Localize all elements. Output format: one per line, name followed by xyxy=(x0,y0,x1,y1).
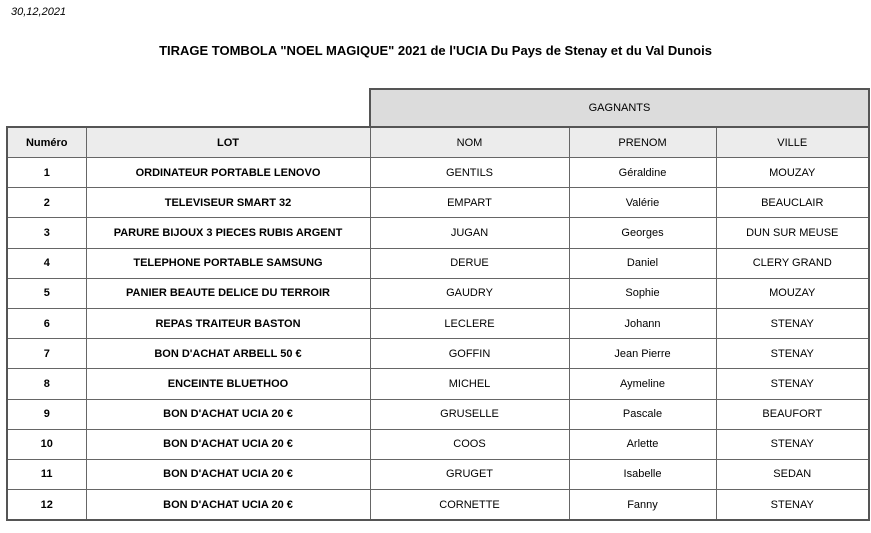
cell-numero: 12 xyxy=(7,490,86,521)
cell-nom: GRUGET xyxy=(370,459,569,489)
cell-ville: MOUZAY xyxy=(716,158,869,188)
cell-ville: STENAY xyxy=(716,369,869,399)
cell-ville: STENAY xyxy=(716,490,869,521)
cell-prenom: Jean Pierre xyxy=(569,339,716,369)
column-header-prenom: PRENOM xyxy=(569,127,716,158)
cell-numero: 2 xyxy=(7,188,86,218)
cell-ville: BEAUFORT xyxy=(716,399,869,429)
cell-prenom: Fanny xyxy=(569,490,716,521)
group-header-row xyxy=(7,89,869,127)
cell-numero: 9 xyxy=(7,399,86,429)
cell-lot: ORDINATEUR PORTABLE LENOVO xyxy=(86,158,370,188)
cell-nom: COOS xyxy=(370,429,569,459)
cell-lot: BON D'ACHAT ARBELL 50 € xyxy=(86,339,370,369)
cell-ville: SEDAN xyxy=(716,459,869,489)
column-header-ville: VILLE xyxy=(716,127,869,158)
cell-lot: BON D'ACHAT UCIA 20 € xyxy=(86,429,370,459)
cell-ville: STENAY xyxy=(716,308,869,338)
cell-numero: 8 xyxy=(7,369,86,399)
cell-numero: 7 xyxy=(7,339,86,369)
cell-prenom: Sophie xyxy=(569,278,716,308)
cell-lot: TELEPHONE PORTABLE SAMSUNG xyxy=(86,248,370,278)
page-title: TIRAGE TOMBOLA "NOEL MAGIQUE" 2021 de l'UCIA Du Pays de Stenay et du Val Dunois xyxy=(159,43,712,58)
cell-lot: TELEVISEUR SMART 32 xyxy=(86,188,370,218)
cell-numero: 4 xyxy=(7,248,86,278)
cell-numero: 11 xyxy=(7,459,86,489)
cell-prenom: Johann xyxy=(569,308,716,338)
cell-nom: GRUSELLE xyxy=(370,399,569,429)
cell-nom: CORNETTE xyxy=(370,490,569,521)
cell-prenom: Géraldine xyxy=(569,158,716,188)
cell-numero: 5 xyxy=(7,278,86,308)
cell-lot: ENCEINTE BLUETHOO xyxy=(86,369,370,399)
document-date: 30,12,2021 xyxy=(11,6,67,18)
column-header-numero: Numéro xyxy=(7,127,86,158)
cell-lot: PARURE BIJOUX 3 PIECES RUBIS ARGENT xyxy=(86,218,370,248)
cell-prenom: Pascale xyxy=(569,399,716,429)
table-row xyxy=(7,369,869,399)
cell-nom: GENTILS xyxy=(370,158,569,188)
cell-nom: GOFFIN xyxy=(370,339,569,369)
cell-numero: 10 xyxy=(7,429,86,459)
cell-lot: PANIER BEAUTE DELICE DU TERROIR xyxy=(86,278,370,308)
cell-nom: JUGAN xyxy=(370,218,569,248)
table-row xyxy=(7,429,869,459)
cell-prenom: Georges xyxy=(569,218,716,248)
cell-ville: BEAUCLAIR xyxy=(716,188,869,218)
cell-lot: BON D'ACHAT UCIA 20 € xyxy=(86,490,370,521)
table-row xyxy=(7,459,869,489)
cell-nom: LECLERE xyxy=(370,308,569,338)
column-header-row xyxy=(7,127,869,158)
table-body xyxy=(7,158,869,521)
cell-numero: 6 xyxy=(7,308,86,338)
cell-ville: STENAY xyxy=(716,429,869,459)
table-row xyxy=(7,308,869,338)
table-row xyxy=(7,278,869,308)
cell-numero: 3 xyxy=(7,218,86,248)
table-row xyxy=(7,248,869,278)
winners-table xyxy=(6,88,870,521)
cell-lot: BON D'ACHAT UCIA 20 € xyxy=(86,459,370,489)
cell-ville: MOUZAY xyxy=(716,278,869,308)
cell-ville: CLERY GRAND xyxy=(716,248,869,278)
cell-lot: REPAS TRAITEUR BASTON xyxy=(86,308,370,338)
cell-ville: STENAY xyxy=(716,339,869,369)
cell-ville: DUN SUR MEUSE xyxy=(716,218,869,248)
cell-numero: 1 xyxy=(7,158,86,188)
column-header-lot: LOT xyxy=(86,127,370,158)
table-row xyxy=(7,218,869,248)
column-header-nom: NOM xyxy=(370,127,569,158)
cell-nom: EMPART xyxy=(370,188,569,218)
cell-prenom: Arlette xyxy=(569,429,716,459)
cell-nom: GAUDRY xyxy=(370,278,569,308)
table-row xyxy=(7,399,869,429)
table-row xyxy=(7,339,869,369)
table-row xyxy=(7,490,869,521)
cell-prenom: Daniel xyxy=(569,248,716,278)
cell-prenom: Isabelle xyxy=(569,459,716,489)
cell-lot: BON D'ACHAT UCIA 20 € xyxy=(86,399,370,429)
table-row xyxy=(7,158,869,188)
cell-nom: MICHEL xyxy=(370,369,569,399)
cell-prenom: Valérie xyxy=(569,188,716,218)
winners-group-header: GAGNANTS xyxy=(370,89,869,127)
cell-nom: DERUE xyxy=(370,248,569,278)
table-row xyxy=(7,188,869,218)
cell-prenom: Aymeline xyxy=(569,369,716,399)
